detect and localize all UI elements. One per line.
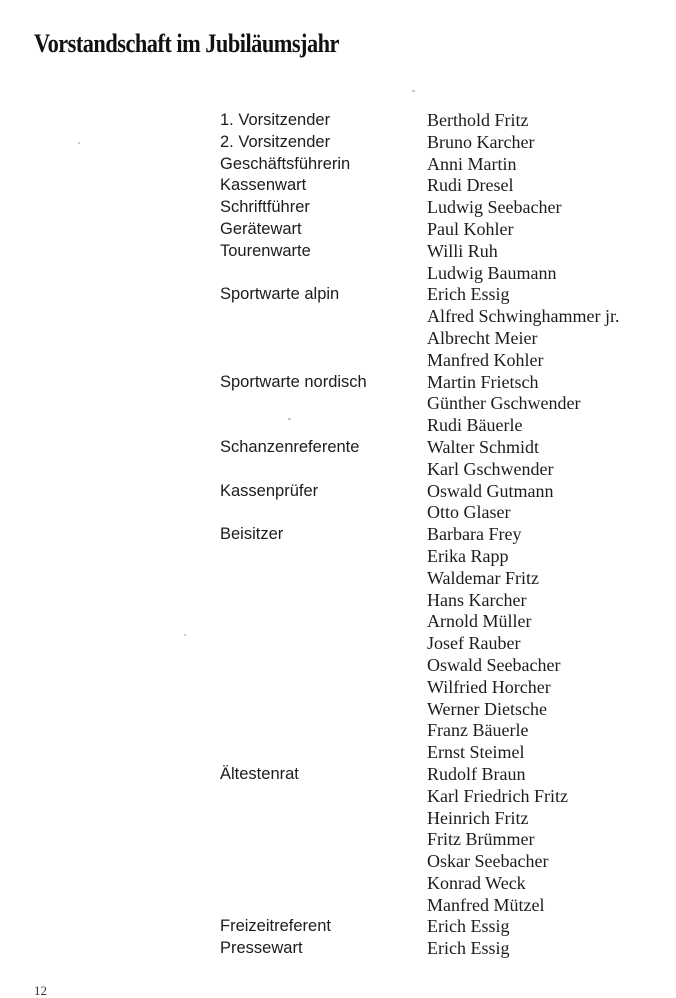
scan-speck (184, 634, 186, 636)
member-names (427, 916, 660, 938)
member-name: Manfred Mützel (427, 894, 545, 915)
member-name: Willi Ruh (427, 240, 498, 261)
member-name: Fritz Brümmer (427, 829, 535, 850)
member-name: Berthold Fritz (427, 110, 529, 130)
role-group (220, 197, 660, 219)
member-name: Anni Martin (427, 153, 517, 174)
scan-speck (412, 90, 415, 92)
role-label: Tourenwarte (220, 241, 311, 260)
role-label: 1. Vorsitzender (220, 111, 331, 129)
role-group (220, 437, 660, 481)
role-group (220, 154, 660, 176)
member-name: Rudolf Braun (427, 763, 526, 784)
member-name: Paul Kohler (427, 218, 514, 239)
member-names (427, 284, 660, 371)
member-names (427, 197, 660, 219)
member-names (427, 175, 660, 197)
role-label: Beisitzer (220, 525, 284, 544)
role-group (220, 764, 660, 917)
member-names (427, 764, 660, 917)
page-number: 12 (34, 983, 47, 998)
member-name: Josef Rauber (427, 633, 521, 654)
role-group (220, 372, 660, 437)
role-group (220, 241, 660, 285)
member-name: Alfred Schwinghammer jr. (427, 306, 620, 327)
member-name: Karl Gschwender (427, 458, 554, 479)
member-name: Wilfried Horcher (427, 676, 551, 697)
member-names (427, 219, 660, 241)
member-name: Werner Dietsche (427, 698, 547, 719)
role-label: 2. Vorsitzender (220, 132, 331, 151)
member-name: Ludwig Seebacher (427, 197, 562, 218)
role-label: Kassenprüfer (220, 481, 319, 500)
member-name: Oskar Seebacher (427, 851, 549, 872)
member-name: Erich Essig (427, 916, 510, 937)
member-name: Barbara Frey (427, 524, 522, 545)
member-names (427, 437, 660, 481)
member-names (427, 372, 660, 437)
member-names (427, 110, 660, 132)
role-group (220, 916, 660, 938)
role-group (220, 110, 660, 132)
member-name: Walter Schmidt (427, 436, 540, 457)
role-label: Schanzenreferente (220, 437, 360, 456)
member-name: Erika Rapp (427, 545, 509, 566)
member-name: Karl Friedrich Fritz (427, 785, 568, 806)
member-name: Otto Glaser (427, 502, 511, 523)
role-group (220, 219, 660, 241)
member-names (427, 132, 660, 154)
board-roster (220, 110, 660, 960)
role-label: Sportwarte alpin (220, 285, 340, 304)
member-name: Konrad Weck (427, 872, 526, 893)
role-group (220, 132, 660, 154)
member-name: Erich Essig (427, 284, 510, 305)
role-label: Geschäftsführerin (220, 154, 351, 173)
member-names (427, 524, 660, 764)
member-names (427, 154, 660, 176)
member-name: Heinrich Fritz (427, 807, 529, 828)
member-name: Rudi Bäuerle (427, 415, 523, 436)
role-group (220, 284, 660, 371)
role-label: Ältestenrat (220, 764, 299, 783)
role-label: Schriftführer (220, 198, 310, 217)
role-group (220, 175, 660, 197)
role-label: Gerätewart (220, 219, 302, 238)
role-group (220, 938, 660, 960)
member-name: Hans Karcher (427, 589, 527, 610)
member-names (427, 481, 660, 525)
member-name: Manfred Kohler (427, 349, 544, 370)
member-names (427, 938, 660, 960)
role-label: Freizeitreferent (220, 917, 331, 936)
role-group (220, 481, 660, 525)
member-name: Franz Bäuerle (427, 720, 529, 741)
member-name: Erich Essig (427, 938, 510, 959)
member-name: Albrecht Meier (427, 327, 538, 348)
member-name: Bruno Karcher (427, 131, 535, 152)
member-name: Rudi Dresel (427, 175, 514, 196)
member-names (427, 241, 660, 285)
member-name: Oswald Gutmann (427, 480, 554, 501)
member-name: Waldemar Fritz (427, 567, 540, 588)
role-label: Kassenwart (220, 176, 307, 195)
scan-speck (288, 418, 291, 420)
role-group (220, 524, 660, 764)
role-label: Sportwarte nordisch (220, 372, 367, 391)
member-name: Ernst Steimel (427, 742, 525, 763)
member-name: Ludwig Baumann (427, 262, 557, 283)
member-name: Oswald Seebacher (427, 654, 561, 675)
role-label: Pressewart (220, 939, 303, 958)
member-name: Arnold Müller (427, 611, 532, 632)
member-name: Günther Gschwender (427, 393, 581, 414)
page-title: Vorstandschaft im Jubiläumsjahr (34, 29, 339, 58)
scan-speck (78, 142, 80, 144)
member-name: Martin Frietsch (427, 371, 539, 392)
